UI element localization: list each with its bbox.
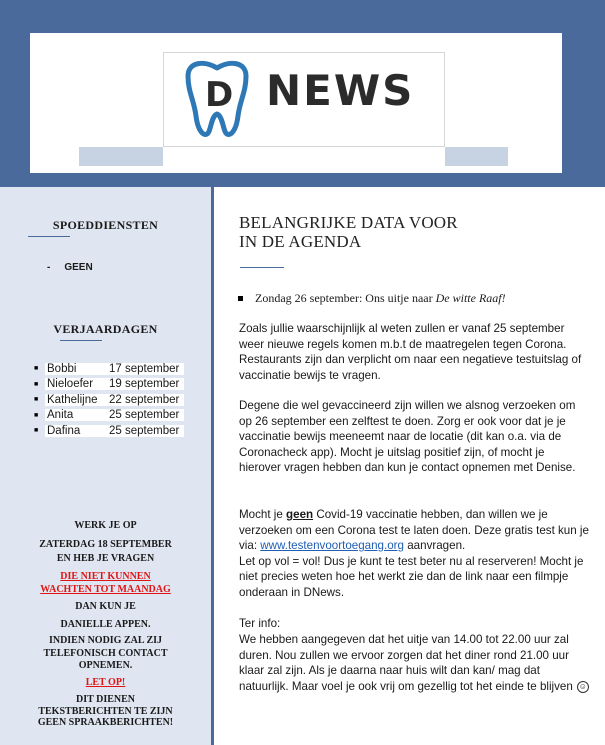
test-link[interactable]: www.testenvoortoegang.org — [260, 539, 404, 553]
heading-rule — [60, 340, 102, 341]
birthday-date: 17 september — [109, 363, 184, 375]
paragraph — [239, 507, 589, 601]
page-title — [239, 213, 458, 251]
birthday-name: Dafina — [45, 425, 109, 437]
paragraph — [239, 632, 589, 694]
notice-red-line: LET OP! — [85, 677, 126, 688]
birthday-date: 19 september — [109, 378, 184, 390]
title-line: BELANGRIJKE DATA VOOR — [239, 213, 458, 232]
spoeddiensten-label: GEEN — [64, 262, 93, 273]
notice-line: TELEFONISCH CONTACT — [43, 648, 168, 659]
logo-letter: D — [205, 75, 234, 115]
text: Let op vol = vol! Dus je kunt te test beter nu al reserveren! Mocht je niet precies weten hoe het werkt zie dan de link naar een filmpje onderaan in DNews. — [239, 554, 584, 599]
birthday-date: 25 september — [109, 425, 184, 437]
notice-line: DANIELLE APPEN. — [60, 619, 151, 630]
agenda-venue: De witte Raaf! — [435, 291, 506, 305]
paragraph: Zoals jullie waarschijnlijk al weten zullen er vanaf 25 september weer nieuwe regels komen m.b.t de maatregelen tegen Corona. Restaurants zijn dan verplicht om naar een negatieve testuitslag of vaccinatie bewijs te vragen. — [239, 322, 582, 382]
smiley-icon: ☺ — [578, 681, 587, 691]
notice-line: OPNEMEN. — [78, 660, 133, 671]
list-item: ■ Anita 25 september — [34, 408, 184, 424]
birthday-name: Bobbi — [45, 363, 109, 375]
notice-line: ZATERDAG 18 SEPTEMBER — [39, 539, 172, 550]
verjaardagen-heading: VERJAARDAGEN — [53, 322, 158, 336]
notice-red-line: DIE NIET KUNNEN — [60, 571, 151, 582]
title-rule — [240, 267, 284, 268]
agenda-text: Zondag 26 september: Ons uitje naar — [255, 291, 436, 305]
tooth-icon — [178, 56, 256, 140]
info-heading: Ter info: — [239, 617, 281, 630]
notice-line: WERK JE OP — [74, 520, 137, 531]
text: Covid-19 vaccinatie hebben, dan willen we je verzoeken om een Corona test te laten doen. Deze gratis test kun je via: — [239, 508, 589, 553]
agenda-item — [238, 291, 506, 306]
list-item: ■ Dafina 25 september — [34, 423, 184, 439]
list-item: ■ Kathelijne 22 september — [34, 392, 184, 408]
birthday-name: Nieloefer — [45, 378, 109, 390]
notice-red-line: WACHTEN TOT MAANDAG — [40, 584, 171, 595]
text: aanvragen. — [404, 539, 466, 553]
list-item: ■ Nieloefer 19 september — [34, 377, 184, 393]
column-divider — [211, 187, 214, 745]
birthday-date: 25 september — [109, 409, 184, 421]
notice-line: GEEN SPRAAKBERICHTEN! — [37, 717, 174, 728]
spoeddiensten-item — [47, 262, 93, 273]
paragraph: Degene die wel gevaccineerd zijn willen we alsnog verzoeken om op 26 september een zelftest te doen. Zorg er ook voor dat je je vaccinatie bewijs meeneemt naar de locatie (dit kan o.a. via de Coronacheck app). Mocht je uitslag positief zijn, of mocht je hierover vragen hebben dan kun je contact opnemen met Denise. — [239, 399, 576, 475]
title-line: IN DE AGENDA — [239, 232, 362, 251]
list-item: ■ Bobbi 17 september — [34, 361, 184, 377]
birthday-name: Kathelijne — [45, 394, 109, 406]
heading-rule — [28, 236, 70, 237]
birthday-list — [34, 361, 184, 439]
bullet-icon — [238, 296, 243, 301]
notice-line: DIT DIENEN — [76, 694, 135, 705]
dash: - — [47, 262, 51, 273]
logo-strip — [79, 147, 508, 166]
notice-line: INDIEN NODIG ZAL ZIJ — [48, 635, 163, 646]
text: Mocht je — [239, 508, 287, 521]
notice-line: DAN KUN JE — [75, 601, 136, 612]
notice-line: EN HEB JE VRAGEN — [56, 553, 155, 564]
logo-text: NEWS — [266, 66, 415, 115]
spoeddiensten-heading: SPOEDDIENSTEN — [52, 218, 159, 232]
text: We hebben aangegeven dat het uitje van 14.00 tot 22.00 uur zal duren. Nou zullen we ervoor zorgen dat het diner rond 21.00 uur klaar zal zijn. Als je daarna naar huis wilt dan kan/ mag dat natuurlijk. Maar voel je ook vrij om gezellig tot het einde te blijven — [239, 633, 573, 693]
birthday-date: 22 september — [109, 394, 184, 406]
emphasis: geen — [286, 508, 314, 521]
notice-line: TEKSTBERICHTEN TE ZIJN — [38, 706, 173, 717]
birthday-name: Anita — [45, 409, 109, 421]
